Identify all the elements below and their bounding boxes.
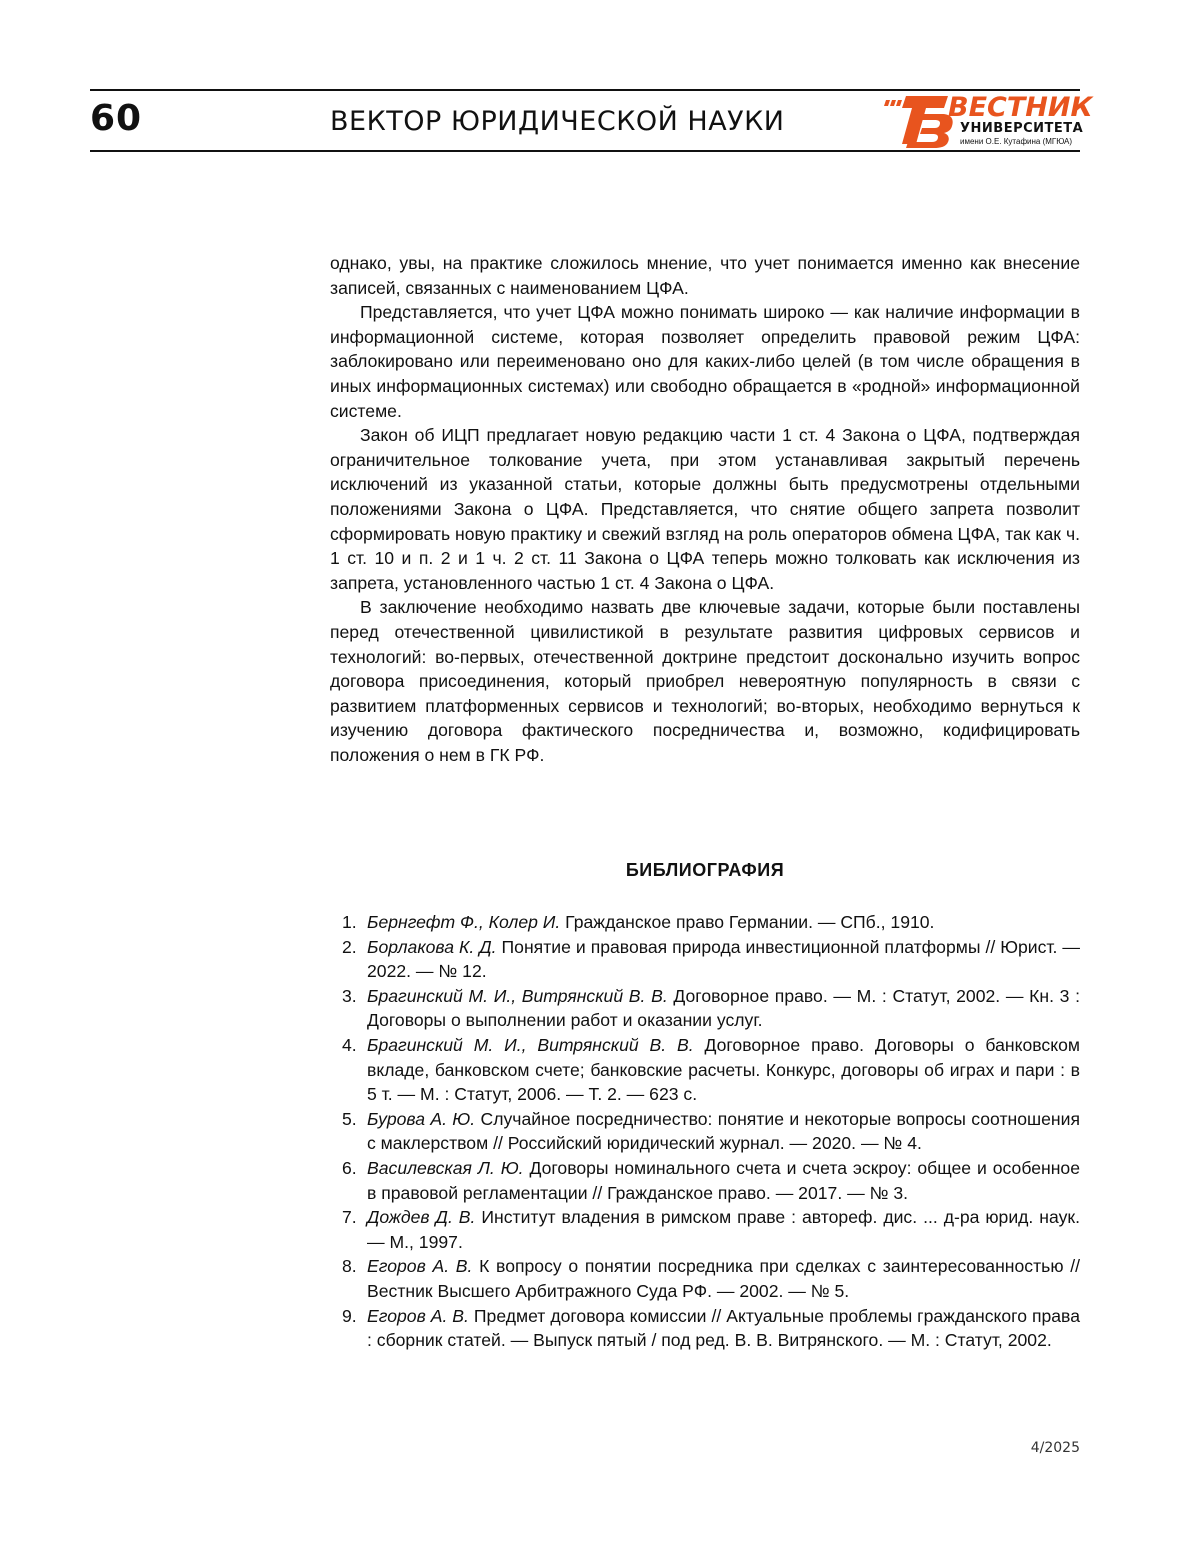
journal-logo [884,94,1084,150]
bibliography-item-author: Брагинский М. И., Витрянский В. В. [367,1035,694,1055]
bibliography-item [330,1304,1080,1353]
bibliography-item-author: Василевская Л. Ю. [367,1158,524,1178]
bibliography-item-author: Дождев Д. В. [367,1207,475,1227]
bibliography-item [330,935,1080,984]
bibliography-item-number: 6. [342,1156,357,1181]
bibliography-item [330,910,1080,935]
bibliography-item-number: 3. [342,984,357,1009]
bibliography-item [330,1254,1080,1303]
bibliography-item-number: 8. [342,1254,357,1279]
bibliography-item-text: К вопросу о понятии посредника при сделках с заинтересованностью // Вестник Высшего Арбитражного Суда РФ. — 2002. — № 5. [367,1256,1080,1301]
bibliography-item-text: Понятие и правовая природа инвестиционной платформы // Юрист. — 2022. — № 12. [367,937,1080,982]
body-paragraph-2: Представляется, что учет ЦФА можно понимать широко — как наличие информации в информационной системе, которая позволяет определить правовой режим ЦФА: заблокировано или переименовано оно для каких-либо целей (в том числе обращения в иных информационных системах) или свободно обращается в «родной» информационной системе. [330,300,1080,423]
header-rule-top [90,89,1080,91]
bibliography-item-text: Договорное право. Договоры о банковском вкладе, банковском счете; банковские расчеты. Конкурс, договоры об играх и пари : в 5 т. — М. : Статут, 2006. — Т. 2. — 623 с. [367,1035,1080,1104]
article-body [330,251,1080,767]
bibliography-item-text: Гражданское право Германии. — СПб., 1910. [560,912,934,932]
issue-number: 4/2025 [990,1440,1080,1456]
bibliography-item-number: 7. [342,1205,357,1230]
bibliography-item-author: Борлакова К. Д. [367,937,497,957]
bibliography-item-text: Предмет договора комиссии // Актуальные проблемы гражданского права : сборник статей. — Выпуск пятый / под ред. В. В. Витрянского. — М. : Статут, 2002. [367,1306,1080,1351]
bibliography-item [330,1033,1080,1107]
bibliography-item [330,984,1080,1033]
logo-subtitle: УНИВЕРСИТЕТА [960,122,1083,136]
bibliography-item-number: 2. [342,935,357,960]
bibliography-item-text: Договоры номинального счета и счета эскроу: общее и особенное в правовой регламентации // Гражданское право. — 2017. — № 3. [367,1158,1080,1203]
bibliography-item [330,1205,1080,1254]
bibliography-item-author: Бернгефт Ф., Колер И. [367,912,560,932]
body-paragraph-4: В заключение необходимо назвать две ключевые задачи, которые были поставлены перед отечественной цивилистикой в результате развития цифровых сервисов и технологий: во-первых, отечественной доктрине предстоит досконально изучить вопрос договора присоединения, который приобрел невероятную популярность в связи с развитием платформенных сервисов и технологий; во-вторых, необходимо вернуться к изучению договора фактического посредничества и, возможно, кодифицировать положения о нем в ГК РФ. [330,595,1080,767]
bibliography-list [330,910,1080,1353]
bibliography-item-text: Институт владения в римском праве : автореф. дис. ... д-ра юрид. наук. — М., 1997. [367,1207,1080,1252]
body-paragraph-3: Закон об ИЦП предлагает новую редакцию части 1 ст. 4 Закона о ЦФА, подтверждая ограничительное толкование учета, при этом устанавливая закрытый перечень исключений из указанной статьи, которые должны быть предусмотрены отдельными положениями Закона о ЦФА. Представляется, что снятие общего запрета позволит сформировать новую практику и свежий взгляд на роль операторов обмена ЦФА, так как ч. 1 ст. 10 и п. 2 и 1 ч. 2 ст. 11 Закона о ЦФА теперь можно толковать как исключения из запрета, установленного частью 1 ст. 4 Закона о ЦФА. [330,423,1080,595]
bibliography-item-number: 1. [342,910,357,935]
bibliography-item [330,1156,1080,1205]
bibliography-item-number: 4. [342,1033,357,1058]
header-rule-bottom [90,150,1080,152]
body-paragraph-1: однако, увы, на практике сложилось мнение, что учет понимается именно как внесение записей, связанных с наименованием ЦФА. [330,251,1080,300]
logo-subtitle-2: имени О.Е. Кутафина (МГЮА) [960,137,1072,146]
bibliography-item-author: Егоров А. В. [367,1306,469,1326]
bibliography-item-number: 5. [342,1107,357,1132]
bibliography-item-author: Брагинский М. И., Витрянский В. В. [367,986,668,1006]
page-number: 60 [90,98,142,139]
bibliography-item [330,1107,1080,1156]
bibliography-item-text: Случайное посредничество: понятие и некоторые вопросы соотношения с маклерством // Российский юридический журнал. — 2020. — № 4. [367,1109,1080,1154]
bibliography-heading: БИБЛИОГРАФИЯ [330,860,1080,881]
journal-section-title: ВЕКТОР ЮРИДИЧЕСКОЙ НАУКИ [330,106,785,137]
bibliography-item-number: 9. [342,1304,357,1329]
logo-title: ВЕСТНИК [948,94,1093,122]
bibliography-item-author: Егоров А. В. [367,1256,472,1276]
bibliography-item-text: Договорное право. — М. : Статут, 2002. — Кн. 3 : Договоры о выполнении работ и оказании услуг. [367,986,1080,1031]
bibliography-item-author: Бурова А. Ю. [367,1109,475,1129]
